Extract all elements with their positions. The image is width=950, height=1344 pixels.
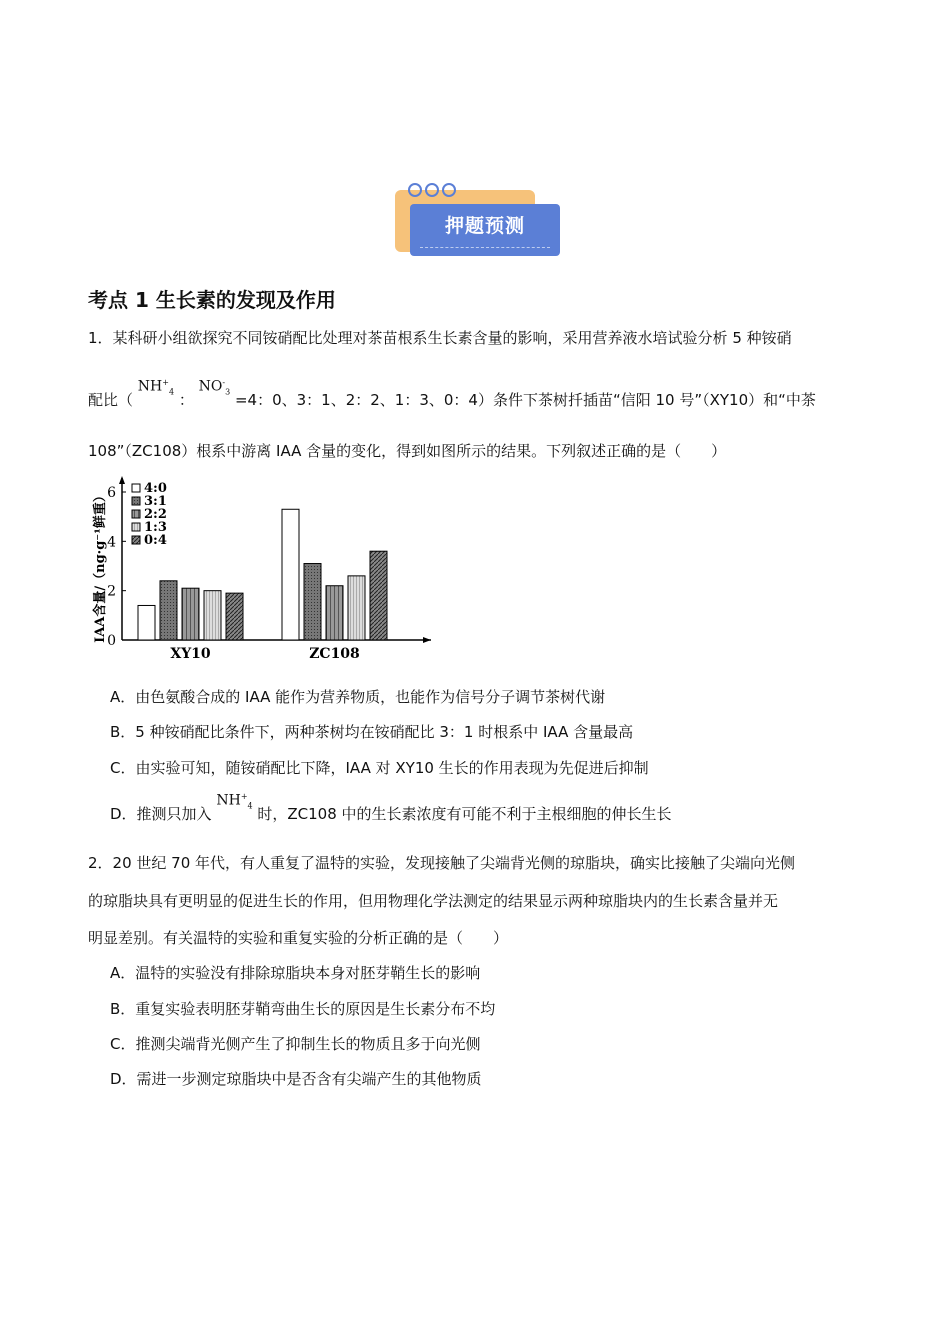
q2-option-a: A．温特的实验没有排除琼脂块本身对胚芽鞘生长的影响 [110,964,481,982]
q1-option-d-prefix: D．推测只加入 [110,805,212,823]
section-title: 考点 1 生长素的发现及作用 [88,288,336,312]
q2-option-b: B．重复实验表明胚芽鞘弯曲生长的原因是生长素分布不均 [110,1000,496,1018]
y-tick-label: 0 [107,633,116,649]
q2-option-c: C．推测尖端背光侧产生了抑制生长的物质且多于向光侧 [110,1035,481,1053]
y-axis-arrow-icon [119,476,125,484]
legend-label: 0:4 [144,533,167,548]
legend-swatch [132,497,140,505]
legend-swatch [132,523,140,531]
x-category-label: ZC108 [309,646,360,662]
q1-line3: 108”（ZC108）根系中游离 IAA 含量的变化，得到如图所示的结果。下列叙述正确的是（ ） [88,442,727,460]
section-banner [395,178,565,262]
bar-ZC108-4-0 [282,509,299,640]
bar-ZC108-2-2 [326,586,343,640]
bar-XY10-1-3 [204,591,221,640]
legend-swatch [132,510,140,518]
q1-option-a: A．由色氨酸合成的 IAA 能作为营养物质，也能作为信号分子调节茶树代谢 [110,688,606,706]
y-axis-label: IAA含量/（ng·g⁻¹鲜重） [93,489,108,643]
y-tick-label: 2 [107,583,116,600]
q1-line2-prefix: 配比（ [88,391,134,409]
q1-option-b: B．5 种铵硝配比条件下，两种茶树均在铵硝配比 3：1 时根系中 IAA 含量最高 [110,723,634,741]
legend-label: 1:3 [144,520,167,535]
q2-line3: 明显差别。有关温特的实验和重复实验的分析正确的是（ ） [88,929,509,947]
q1-option-d-suffix: 时，ZC108 中的生长素浓度有可能不利于主根细胞的伸长生长 [257,805,672,823]
bar-XY10-0-4 [226,593,243,640]
iaa-bar-chart [86,470,446,665]
q1-line2 [88,378,868,411]
q1-option-c: C．由实验可知，随铵硝配比下降，IAA 对 XY10 生长的作用表现为先促进后抑制 [110,759,649,777]
q1-line2-suffix: =4：0、3：1、2：2、1：3、0：4）条件下茶树扦插苗“信阳 10 号”（XY10）和“中茶 [234,391,816,409]
legend-swatch [132,484,140,492]
ammonium-formula-d: $NH^+_4$ [216,792,253,811]
legend-label: 3:1 [144,494,167,509]
ammonium-formula: $NH^+_4$ [137,378,175,397]
bar-ZC108-0-4 [370,551,387,640]
bar-ZC108-1-3 [348,576,365,640]
q1-option-d [110,792,672,825]
bar-XY10-3-1 [160,581,177,640]
legend-label: 4:0 [144,481,167,496]
x-category-label: XY10 [170,646,211,662]
y-tick-label: 6 [107,485,116,501]
legend-swatch [132,536,140,544]
bar-XY10-4-0 [138,605,155,640]
legend-label: 2:2 [144,507,167,522]
banner-label: 押题预测 [444,215,525,237]
bar-XY10-2-2 [182,588,199,640]
y-tick-label: 4 [107,534,116,551]
q2-line1: 2．20 世纪 70 年代，有人重复了温特的实验，发现接触了尖端背光侧的琼脂块，确实比接触了尖端向光侧 [88,854,796,872]
nitrate-formula: $NO^-_3$ [198,378,231,397]
bar-ZC108-3-1 [304,564,321,640]
q1-line1: 1．某科研小组欲探究不同铵硝配比处理对茶苗根系生长素含量的影响，采用营养液水培试验分析 5 种铵硝 [88,329,792,347]
q2-line2: 的琼脂块具有更明显的促进生长的作用，但用物理化学法测定的结果显示两种琼脂块内的生长素含量并无 [88,892,779,910]
q2-option-d: D．需进一步测定琼脂块中是否含有尖端产生的其他物质 [110,1070,482,1088]
x-axis-arrow-icon [423,637,431,643]
ratio-separator: ： [178,391,194,409]
binder-rings-icon [405,178,465,200]
